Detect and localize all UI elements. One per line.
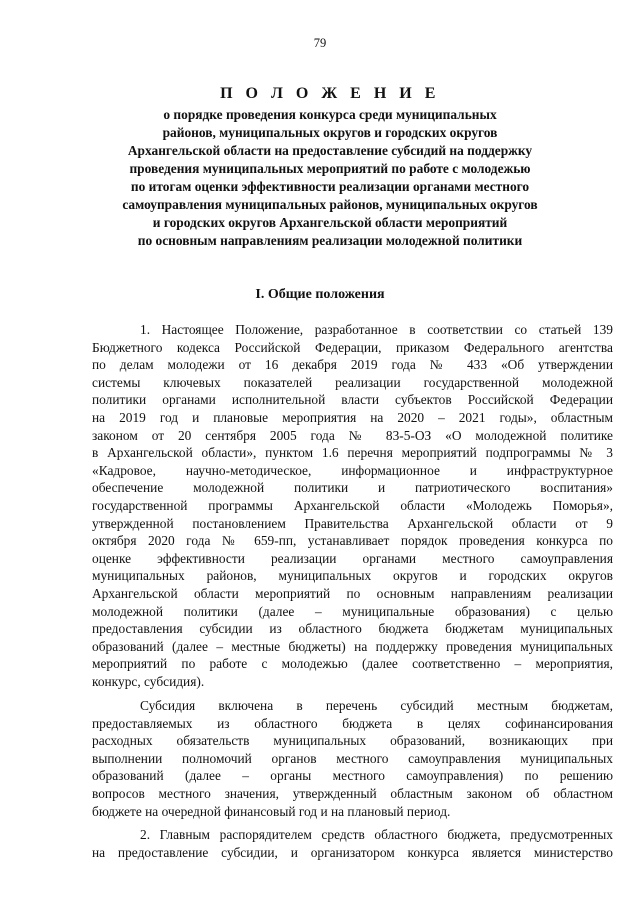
text-line: Субсидия включена в перечень субсидий местным бюджетам, [140, 698, 613, 713]
text-line: выполнении полномочий органов местного самоуправления муниципальных [92, 750, 613, 766]
text-line: на 2019 год и плановые мероприятия на 2020 – 2021 годы», областным [92, 409, 613, 425]
text-line: Архангельской области мероприятий по основным направлениям реализации [92, 585, 613, 601]
text-line: образований (далее – местные бюджеты) на поддержку проведения муниципальных [92, 638, 613, 654]
text-line: молодежной политики (далее – муниципальные образования) с целью [92, 603, 613, 619]
text-line: «Кадровое, научно-методическое, информационное и инфраструктурное [92, 462, 613, 478]
page-number: 79 [313, 36, 327, 50]
text-line: 2. Главным распорядителем средств областного бюджета, предусмотренных [140, 827, 613, 842]
text-line: предоставления субсидии из областного бюджета бюджетам муниципальных [92, 621, 613, 637]
subtitle-line: проведения муниципальных мероприятий по работе с молодежью [129, 161, 531, 176]
text-line: предоставляемых из областного бюджета в целях софинансирования [92, 715, 613, 731]
text-line: вопросов местного значения, утвержденный областным законом об областном [92, 785, 613, 801]
subtitle-line: районов, муниципальных округов и городских округов [162, 125, 498, 140]
text-line: мероприятий по работе с молодежью (далее соответственно – мероприятия, [92, 656, 613, 672]
text-line: муниципальных районов, муниципальных округов и городских округов [92, 568, 613, 584]
title-block [80, 84, 580, 250]
text-line: по делам молодежи от 16 декабря 2019 года № 433 «Об утверждении [92, 357, 613, 373]
text-line: на предоставление субсидии, и организатором конкурса является министерство [92, 844, 613, 860]
text-line: системы ключевых показателей реализации государственной молодежной [92, 374, 613, 390]
text-line: конкурс, субсидия). [92, 673, 205, 689]
subtitle-line: и городских округов Архангельской области мероприятий [152, 215, 508, 230]
section-heading: I. Общие положения [255, 287, 385, 302]
text-line: обеспечение молодежной политики и патриотического воспитания» [92, 480, 613, 496]
text-line: законом от 20 сентября 2005 года № 83-5-ОЗ «О молодежной политике [92, 427, 613, 443]
text-line: 1. Настоящее Положение, разработанное в соответствии со статьей 139 [140, 322, 613, 337]
text-line: октября 2020 года № 659-пп, устанавливает порядок проведения конкурса по [92, 533, 613, 549]
paragraph-3 [92, 826, 613, 861]
paragraph-2 [92, 697, 613, 820]
text-line: политики органами исполнительной власти субъектов Российской Федерации [92, 392, 613, 408]
text-line: образований (далее – органы местного самоуправления) по решению [92, 768, 613, 784]
paragraph-1 [92, 321, 613, 690]
subtitle-line: по основным направлениям реализации молодежной политики [137, 233, 523, 248]
document-title: П О Л О Ж Е Н И Е [220, 85, 440, 102]
text-line: оценке эффективности реализации органами местного самоуправления [92, 550, 613, 566]
text-line: в Архангельской области», пунктом 1.6 перечня мероприятий подпрограммы № 3 [92, 445, 613, 461]
subtitle-line: о порядке проведения конкурса среди муниципальных [163, 107, 497, 122]
text-line: расходных обязательств муниципальных образований, возникающих при [92, 733, 613, 749]
text-line: утвержденной постановлением Правительства Архангельской области от 9 [92, 515, 613, 531]
subtitle-line: по итогам оценки эффективности реализации органами местного [130, 179, 530, 194]
subtitle-line: самоуправления муниципальных районов, муниципальных округов [122, 197, 538, 212]
text-line: государственной программы Архангельской области «Молодежь Поморья», [92, 497, 613, 513]
text-line: бюджете на очередной финансовый год и на плановый период. [92, 803, 451, 819]
text-line: Бюджетного кодекса Российской Федерации, приказом Федерального агентства [92, 339, 613, 355]
subtitle-line: Архангельской области на предоставление субсидий на поддержку [127, 143, 533, 158]
